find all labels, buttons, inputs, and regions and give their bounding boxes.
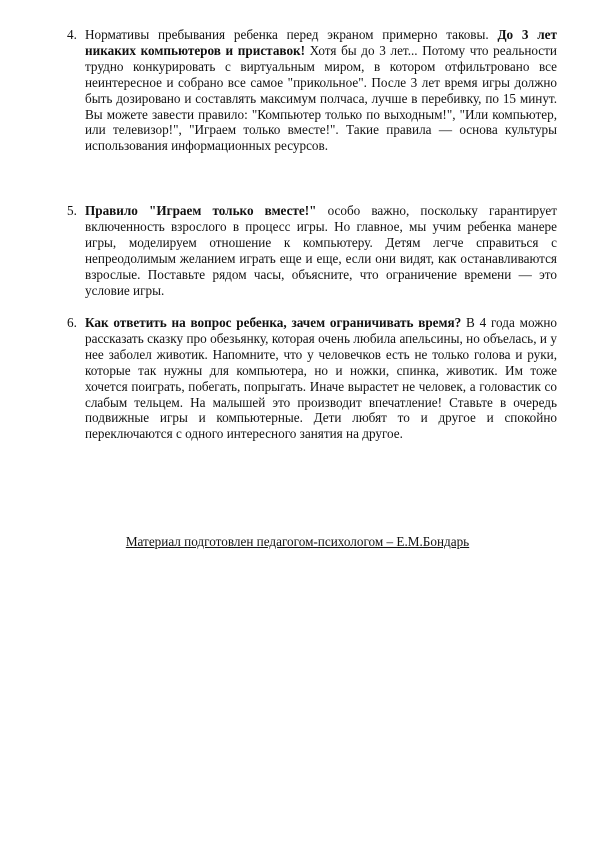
item-rest-text: В 4 года можно рассказать сказку про обезьянку, которая очень любила апельсины, но объелась, и у нее заболел животик. Напомните, что у человечков есть не только голова и руки, которые так нужны для компьютера, но и ножки, спинка, животик. Им тоже хочется поиграть, побегать, попрыгать. Иначе вырастет не человек, а головастик со слабым тельцем. На малышей это производит впечатление! Ставьте в очередь подвижные игры и компьютерные. Дети любят то и другое и спокойно переключаются с одного интересного занятия на другое.	[85, 315, 557, 442]
item-number: 6.	[67, 315, 77, 330]
item-lead-text: Нормативы пребывания ребенка перед экраном примерно таковы.	[85, 27, 498, 42]
list-item-6	[67, 315, 557, 442]
list-item-4	[67, 27, 557, 154]
item-number: 4.	[67, 27, 77, 42]
item-text	[85, 315, 557, 442]
item-rest-text: особо важно, поскольку гарантирует включенность взрослого в процесс игры. Но главное, мы учим ребенка манере игры, моделируем отношение к компьютеру. Детям легче справиться с непреодолимым желанием играть еще и еще, если они видят, как останавливаются взрослые. Поставьте рядом часы, объясните, что ограничение времени — это условие игры.	[85, 203, 557, 298]
author-credit: Материал подготовлен педагогом-психологом – Е.М.Бондарь	[125, 534, 470, 549]
item-text	[85, 27, 557, 154]
item-bold-text: Как ответить на вопрос ребенка, зачем ограничивать время?	[85, 315, 462, 330]
item-number: 5.	[67, 203, 77, 218]
item-rest-text: Хотя бы до 3 лет... Потому что реальности трудно конкурировать с виртуальным миром, в котором отфильтровано все неинтересное и собрано все самое "прикольное". После 3 лет время игры должно быть дозировано и составлять максимум полчаса, лучше в перебивку, по 15 минут. Вы можете завести правило: "Компьютер только по выходным!", "Или компьютер, или телевизор!", "Играем только вместе!". Такие правила — основа культуры использования информационных ресурсов.	[85, 42, 557, 154]
item-bold-text: Правило "Играем только вместе!"	[85, 203, 317, 218]
item-text	[85, 203, 557, 298]
item-bold-text: До 3 лет никаких компьютеров и приставок!	[85, 27, 557, 58]
list-item-5	[67, 203, 557, 298]
